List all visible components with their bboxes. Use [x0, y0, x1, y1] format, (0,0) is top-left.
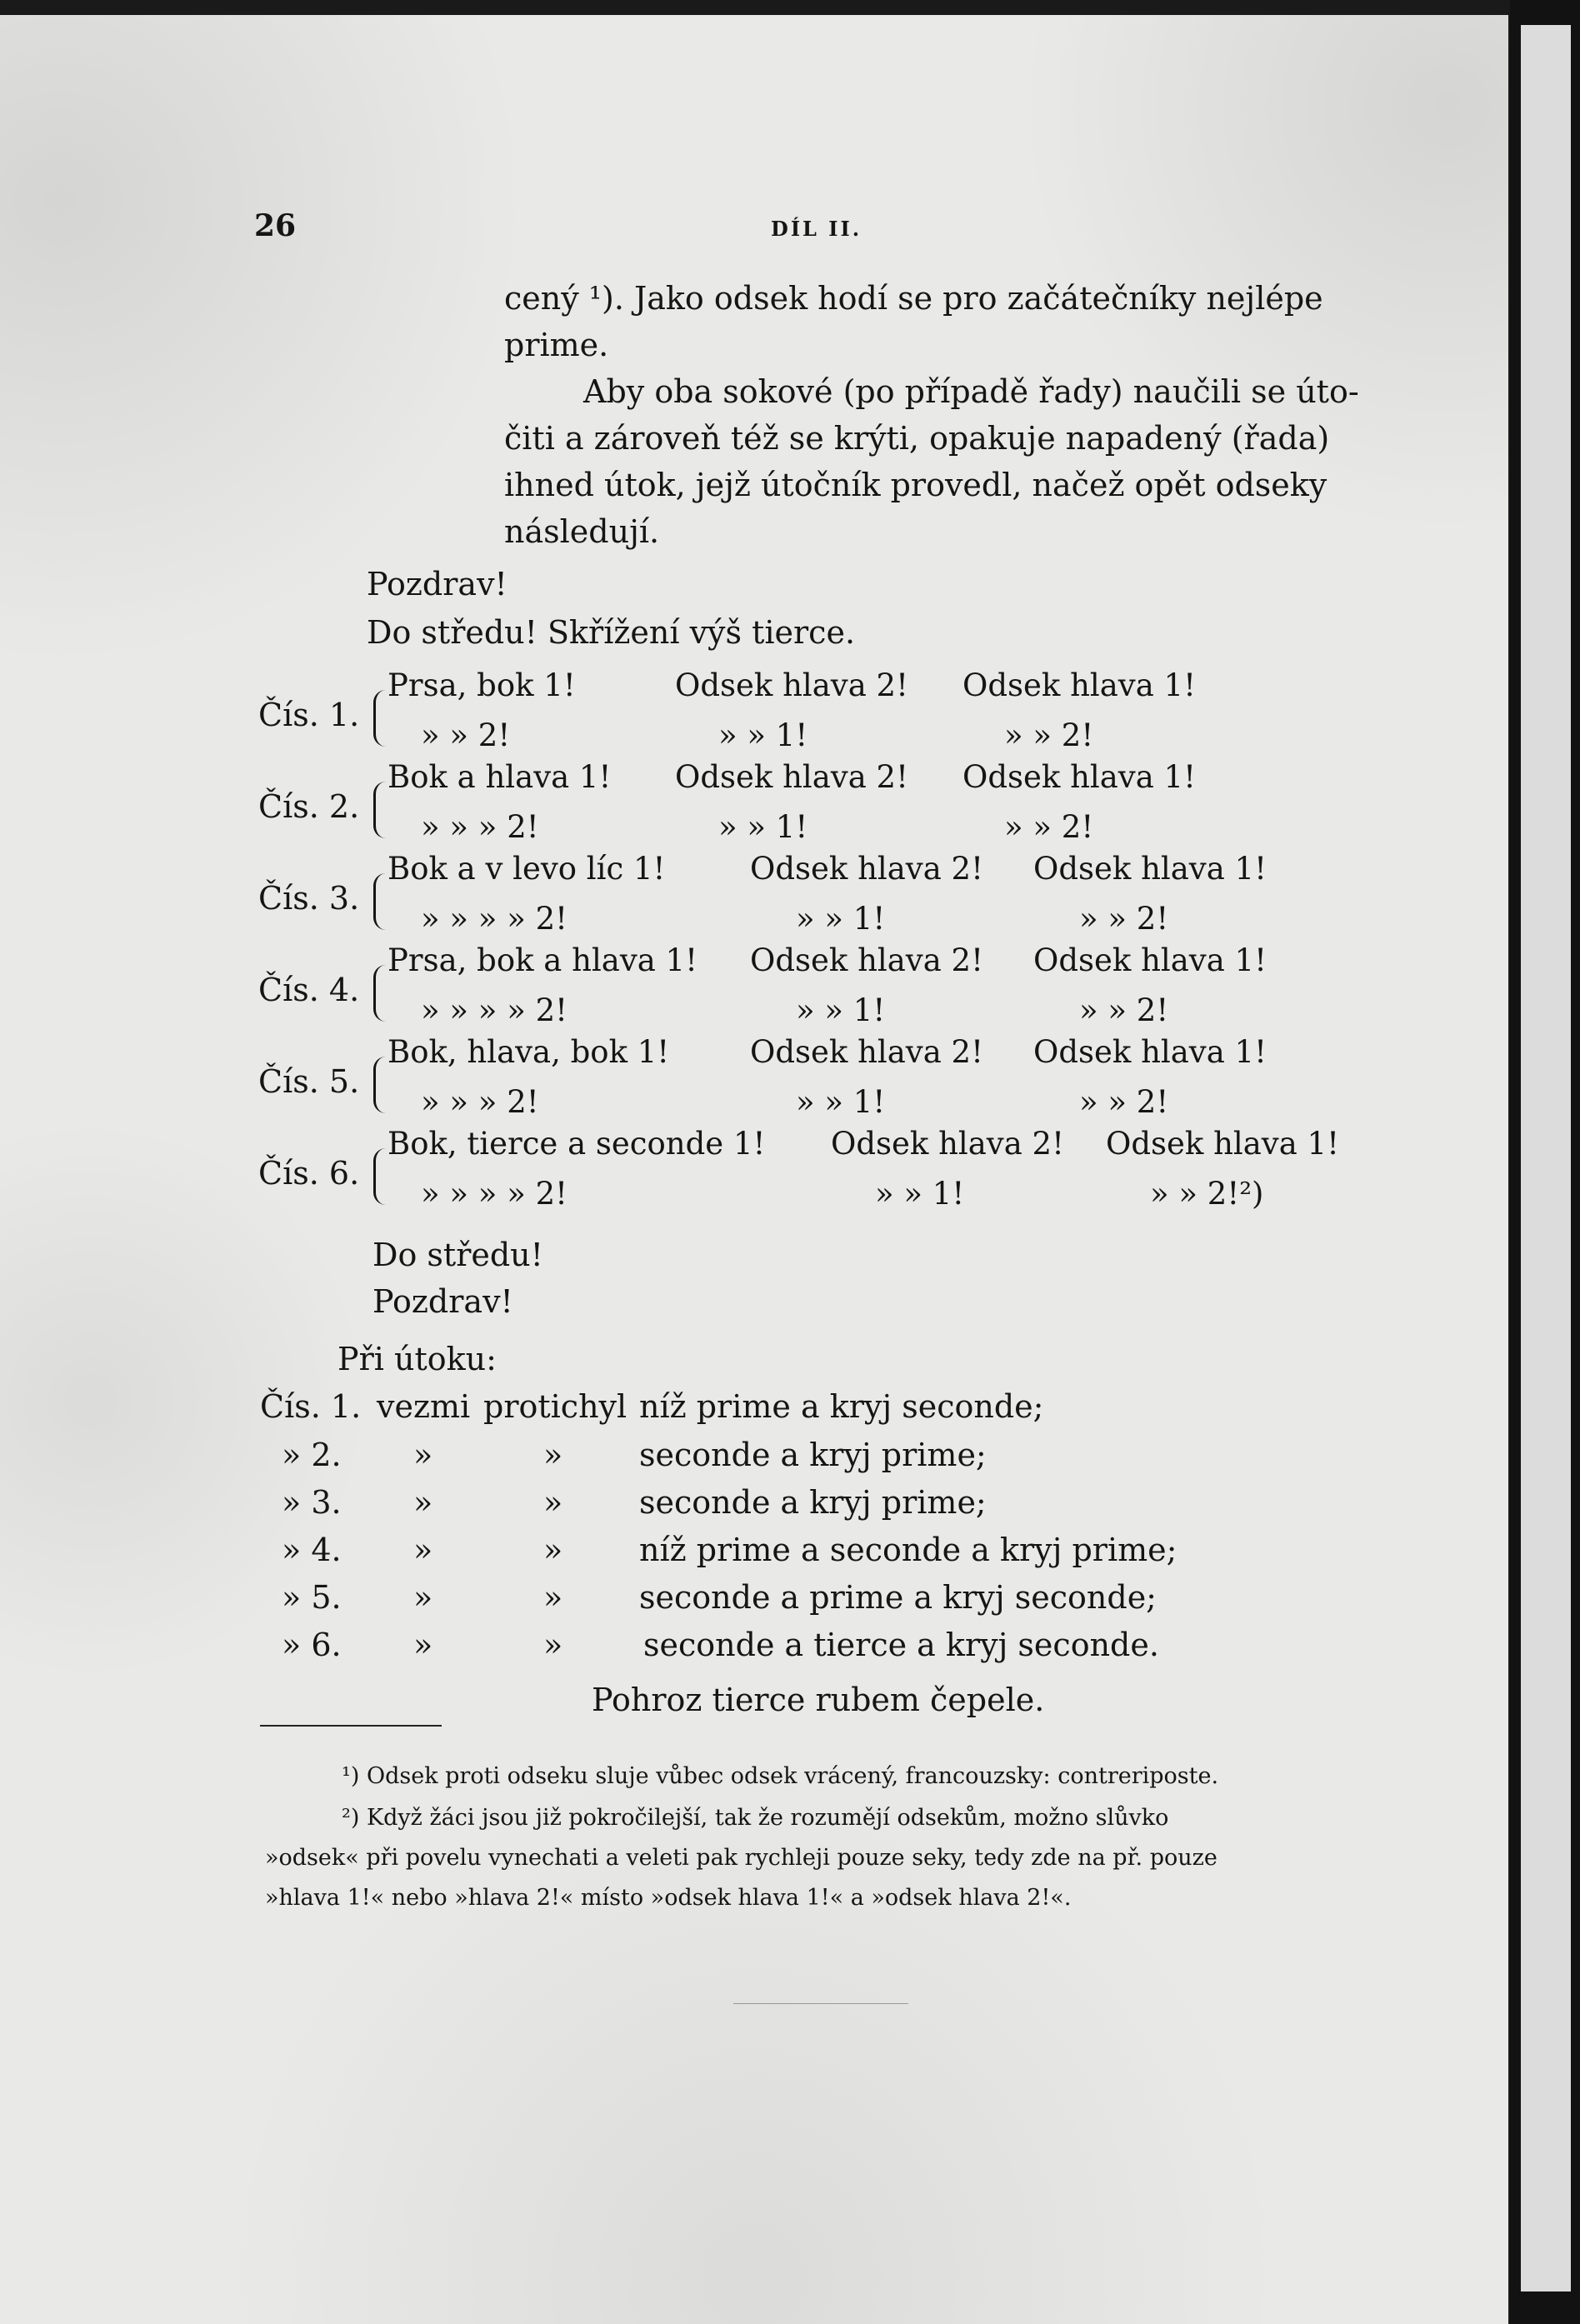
running-head: DÍL II. — [771, 217, 862, 241]
paragraph-line: ihned útok, jejž útočník provedl, načež opět odseky — [504, 467, 1328, 503]
footnote-line: ¹) Odsek proti odseku sluje vůbec odsek vrácený, francouzsky: contreriposte. — [342, 1763, 1219, 1789]
drill-attack: Prsa, bok 1! — [388, 667, 576, 703]
command-greeting: Pozdrav! — [367, 566, 508, 602]
drill-repeat: » » 2! — [1079, 901, 1169, 937]
paragraph-line: následují. — [504, 513, 660, 550]
attack-verb: » — [413, 1532, 433, 1568]
footnote-line: »odsek« při povelu vynechati a veleti pak rychleji pouze seky, tedy zde na př. pouze — [265, 1845, 1218, 1871]
attack-heading: Při útoku: — [338, 1341, 497, 1377]
command-greeting: Pozdrav! — [372, 1283, 513, 1320]
attack-verb: vezmi — [377, 1388, 471, 1425]
drill-repeat: » » » » 2! — [421, 992, 568, 1028]
attack-label: » 6. — [282, 1627, 342, 1663]
drill-attack: Bok, hlava, bok 1! — [388, 1034, 670, 1070]
attack-object: » — [543, 1437, 563, 1473]
brace-icon — [373, 873, 386, 930]
attack-text: níž prime a seconde a kryj prime; — [639, 1532, 1178, 1568]
drill-repeat: » » 1! — [796, 901, 886, 937]
drill-attack: Bok a v levo líc 1! — [388, 851, 666, 887]
attack-object: » — [543, 1532, 563, 1568]
page-number: 26 — [254, 208, 297, 243]
attack-verb: » — [413, 1579, 433, 1616]
drill-repeat: » » 2! — [1004, 717, 1094, 753]
attack-label: Čís. 1. — [260, 1388, 362, 1425]
drill-repeat: » » 1! — [796, 1084, 886, 1120]
brace-icon — [373, 690, 386, 747]
drill-repeat: » » » » 2! — [421, 901, 568, 937]
drill-repeat: » » » » 2! — [421, 1176, 568, 1212]
drill-label: Čís. 6. — [258, 1155, 360, 1192]
ornament-rule — [733, 2003, 908, 2004]
attack-label: » 3. — [282, 1484, 342, 1521]
drill-attack: Bok, tierce a seconde 1! — [388, 1126, 766, 1162]
drill-label: Čís. 2. — [258, 788, 360, 825]
drill-label: Čís. 4. — [258, 972, 360, 1008]
drill-repeat: » » 1! — [718, 717, 808, 753]
drill-repeat: » » 2!²) — [1150, 1176, 1264, 1212]
brace-icon — [373, 965, 386, 1022]
paragraph-line: prime. — [504, 327, 609, 363]
final-instruction: Pohroz tierce rubem čepele. — [592, 1682, 1045, 1718]
book-page — [0, 15, 1508, 2324]
paragraph-line: čiti a zároveň též se krýti, opakuje napadený (řada) — [504, 420, 1330, 457]
footnote-divider — [260, 1725, 442, 1727]
brace-icon — [373, 782, 386, 838]
drill-repeat: » » 2! — [1079, 1084, 1169, 1120]
brace-icon — [373, 1057, 386, 1113]
drill-counter: Odsek hlava 1! — [962, 667, 1196, 703]
attack-label: » 2. — [282, 1437, 342, 1473]
drill-label: Čís. 1. — [258, 697, 360, 733]
drill-counter: Odsek hlava 1! — [962, 759, 1196, 795]
drill-riposte: Odsek hlava 2! — [750, 851, 983, 887]
drill-repeat: » » » 2! — [421, 809, 539, 845]
drill-riposte: Odsek hlava 2! — [675, 759, 908, 795]
drill-attack: Prsa, bok a hlava 1! — [388, 942, 698, 978]
drill-counter: Odsek hlava 1! — [1033, 942, 1267, 978]
paragraph-line: Aby oba sokové (po případě řady) naučili se úto- — [583, 373, 1359, 410]
attack-object: protichyl — [483, 1388, 628, 1425]
drill-repeat: » » » 2! — [421, 1084, 539, 1120]
attack-text: níž prime a kryj seconde; — [639, 1388, 1044, 1425]
drill-label: Čís. 5. — [258, 1063, 360, 1100]
drill-counter: Odsek hlava 1! — [1033, 851, 1267, 887]
attack-object: » — [543, 1579, 563, 1616]
drill-repeat: » » 2! — [1079, 992, 1169, 1028]
paragraph-line: cený ¹). Jako odsek hodí se pro začátečníky nejlépe — [504, 280, 1323, 317]
drill-repeat: » » 1! — [796, 992, 886, 1028]
drill-attack: Bok a hlava 1! — [388, 759, 612, 795]
drill-riposte: Odsek hlava 2! — [831, 1126, 1064, 1162]
attack-verb: » — [413, 1627, 433, 1663]
attack-object: » — [543, 1484, 563, 1521]
attack-label: » 4. — [282, 1532, 342, 1568]
drill-riposte: Odsek hlava 2! — [675, 667, 908, 703]
drill-riposte: Odsek hlava 2! — [750, 942, 983, 978]
drill-label: Čís. 3. — [258, 880, 360, 917]
facing-page-strip — [1521, 25, 1571, 2292]
attack-text: seconde a tierce a kryj seconde. — [643, 1627, 1159, 1663]
drill-riposte: Odsek hlava 2! — [750, 1034, 983, 1070]
attack-text: seconde a prime a kryj seconde; — [639, 1579, 1157, 1616]
drill-counter: Odsek hlava 1! — [1033, 1034, 1267, 1070]
footnote-line: ²) Když žáci jsou již pokročilejší, tak že rozumějí odsekům, možno slůvko — [342, 1805, 1169, 1831]
attack-text: seconde a kryj prime; — [639, 1484, 987, 1521]
brace-icon — [373, 1148, 386, 1205]
drill-repeat: » » 1! — [875, 1176, 965, 1212]
attack-verb: » — [413, 1437, 433, 1473]
attack-object: » — [543, 1627, 563, 1663]
drill-repeat: » » 2! — [1004, 809, 1094, 845]
command-to-center: Do středu! Skřížení výš tierce. — [367, 614, 856, 651]
drill-repeat: » » 2! — [421, 717, 511, 753]
command-to-center: Do středu! — [372, 1237, 543, 1273]
drill-counter: Odsek hlava 1! — [1106, 1126, 1339, 1162]
attack-text: seconde a kryj prime; — [639, 1437, 987, 1473]
attack-label: » 5. — [282, 1579, 342, 1616]
attack-verb: » — [413, 1484, 433, 1521]
footnote-line: »hlava 1!« nebo »hlava 2!« místo »odsek hlava 1!« a »odsek hlava 2!«. — [265, 1885, 1072, 1911]
drill-repeat: » » 1! — [718, 809, 808, 845]
